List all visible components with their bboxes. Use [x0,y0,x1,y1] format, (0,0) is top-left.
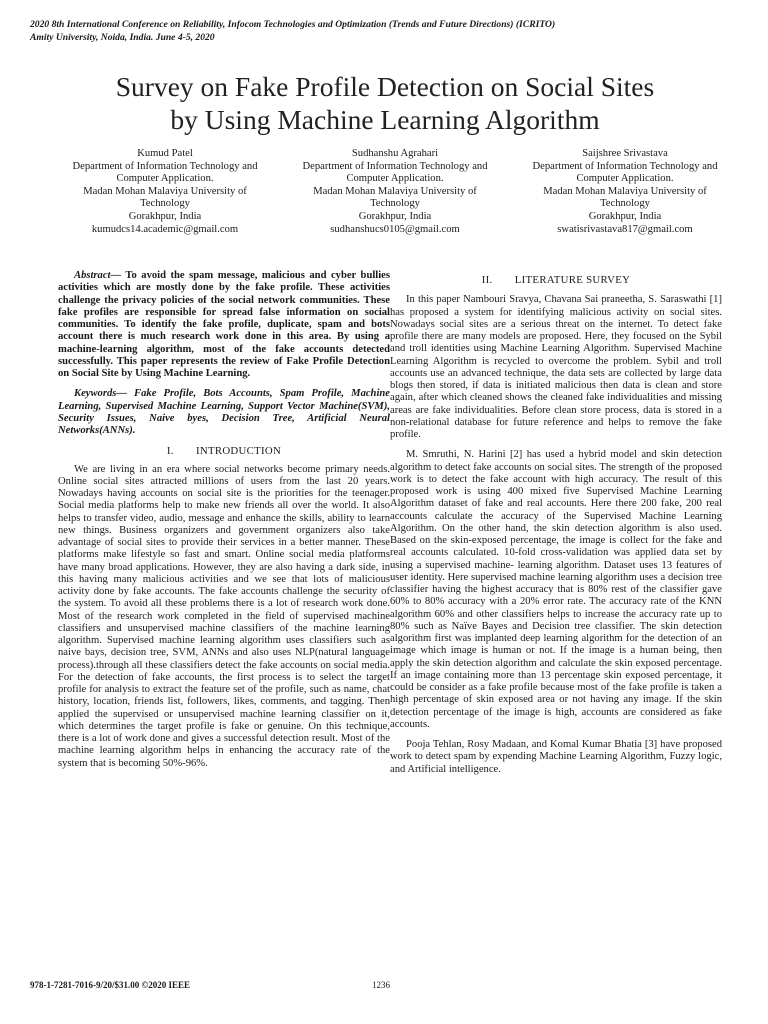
keywords-text: Fake Profile, Bots Accounts, Spam Profile, Machine Learning, Supervised Machine Learning, Support Vector Machine(SVM), Security Issues, Naive byes, Decision Tree, Artificial Neural Networks(ANNs). [58,388,390,436]
keywords [58,388,390,437]
footer-isbn: 978-1-7281-7016-9/20/$31.00 ©2020 IEEE [30,980,190,990]
author-block [50,148,740,236]
title-line-2: by Using Machine Learning Algorithm [170,104,600,135]
author-city: Gorakhpur, India [128,210,202,222]
left-column [58,270,390,770]
author-city: Gorakhpur, India [588,210,662,222]
author-name: Sudhanshu Agrahari [351,148,439,159]
page-number: 1236 [372,980,390,990]
right-column [390,274,722,776]
literature-paragraph-2: M. Smruthi, N. Harini [2] has used a hybrid model and skin detection algorithm to detect fake accounts on social sites. The strength of the proposed work is to detect the fake account with high accuracy. The result of this proposed work is using 400 mixed five Supervised Machine Learning Algorithm dataset of fake and real accounts. Here there 200 fake, 200 real accounts calculate the accuracy of the Supervised Machine Learning Algorithm. On the other hand, the skin detection algorithm is also used. Based on the skin-exposed percentage, the image is collect for the fake and real accounts calculated. 10-fold cross-validation was applied data set by using a supervised machine- learning algorithm. Dataset uses 13 features of user identity. Here supervised machine learning algorithm uses a decision tree classifier having the highest accuracy that is 80% rest of the classifier gave 60% to 80% accuracy with a 20% error rate. The accuracy rate of the KNN algorithm 60% and other classifiers helps to increase the accuracy rate up to 80% such as Naïve Bayes and Decision tree classifier. The skin detection algorithm first was implanted deep learning algorithm for the detection of an image which image is human or not. If the image is a human being, then apply the skin detection algorithm and calculate the skin exposed percentage. If an image containing more than 13 percentage skin exposed percentage, it could be consider as a fake profile because most of the fake profile is taken a high percentage of skin exposed area or not having any image. If the skin detection percentage of the image is high, accounts are considered as fake accounts. [390,449,722,730]
author-dept: Department of Information Technology and [72,160,258,172]
section-heading-introduction: I. INTRODUCTION [166,445,282,458]
abstract-text: To avoid the spam message, malicious and cyber bullies activities which are mostly done by the fake profile. These activities challenge the privacy policies of the social network communities. These fake profiles are responsible for spread false information on social communities. To identify the fake profile, duplicate, spam and bots account there is much research work done in this area. By using a machine-learning algorithm, most of the fake accounts detected successfully. This paper represents the review of Fake Profile Detection on Social Site by Using Machine Learning. [58,270,390,379]
author-3 [510,148,740,236]
author-university: Technology [600,198,650,210]
author-email: kumudcs14.academic@gmail.com [91,223,239,235]
conference-name: 2020 8th International Conference on Reliability, Infocom Technologies and Optimization (Trends and Future Directions) (ICRITO) [30,19,556,30]
author-dept: Department of Information Technology and [302,160,488,172]
author-name: Saijshree Srivastava [582,148,668,159]
author-university: Technology [140,198,190,210]
author-dept: Computer Application. [346,173,444,185]
author-dept: Computer Application. [576,173,674,185]
author-1 [50,148,280,236]
author-2 [280,148,510,236]
introduction-paragraph: We are living in an era where social networks become primary needs. Online social sites attracted millions of users from the last 20 years. Nowadays having accounts on social site is the priorities for the teenager. Social media platforms help to make new friends all over the world. It also helps to transfer video, audio, message and enhance the skills, ability to learn new things. Business organizers and government organizers also take advantage of social sites to provide their services in a better manner. These platforms make lifestyle so fast and smart. Online social media platforms have many broad applications. However, they are also having a dark side, in this having many malicious activities and we see that lots of malicious activity done by fake accounts. The fake accounts challenge the security of the system. To avoid all these problems there is a lot of research work done. Most of the research work completed in the field of supervised machine classifiers and unsupervised machine classifiers of the machine learning algorithm. Supervised machine learning algorithm uses classifiers such as naive bays, decision tree, SVM, ANNs and also uses NLP(natural language process).through all these classifiers detect the fake accounts on social media. For the detection of fake accounts, the first process is to select the target profile for analysis to extract the feature set of the profile, such as name, chat history, location, friends list, followers, likes, comments, and tagging. Then applied the supervised or unsupervised machine learning classifier on it, which determines the target profile is fake or genuine. On this technique, there is a lot of work done and gives a successful detection result. Most of the machine learning algorithm helps in enhancing the accuracy rate of the system that is becoming 50%-96%. [58,463,390,769]
author-university: Madan Mohan Malaviya University of [543,185,707,197]
author-university: Madan Mohan Malaviya University of [83,185,247,197]
conference-header [30,18,750,44]
abstract-label: Abstract— [74,270,122,281]
keywords-label: Keywords— [74,388,127,400]
paper-title [40,70,730,136]
author-email: swatisrivastava817@gmail.com [557,223,693,235]
author-dept: Computer Application. [116,173,214,185]
author-dept: Department of Information Technology and [532,160,718,172]
section-heading-literature-survey: II. LITERATURE SURVEY [481,274,631,286]
author-university: Madan Mohan Malaviya University of [313,185,477,197]
literature-paragraph-3: Pooja Tehlan, Rosy Madaan, and Komal Kumar Bhatia [3] have proposed work to detect spam by expending Machine Learning Algorithm, Fuzzy logic, and Artificial intelligence. [390,739,722,775]
author-city: Gorakhpur, India [358,210,432,222]
abstract [58,270,390,380]
literature-paragraph-1: In this paper Nambouri Sravya, Chavana Sai praneetha, S. Saraswathi [1] has proposed a system for identifying malicious activity on social sites. Nowadays social sites are a serious threat on the internet. To detect fake profile there are many models are proposed. Here, they focused on the Sybil and troll identities using Machine Learning Algorithm. Supervised Machine Learning Algorithm is recycled to overcome the problem. Sybil and troll accounts use an advanced technique, the data sets are collected by large data blogs then stored, if data is initiated malicious then data is clean and store again, after which cleaned shows the cleaned fake individualities and missing areas are fake individualities. Before clean store process, data is stored in a non-relational database for future reference and helps to remove the fake profile. [390,294,722,440]
conference-venue: Amity University, Noida, India. June 4-5, 2020 [30,32,215,43]
author-email: sudhanshucs0105@gmail.com [330,223,460,235]
title-line-1: Survey on Fake Profile Detection on Social Sites [115,71,655,102]
author-name: Kumud Patel [137,148,193,159]
author-university: Technology [370,198,420,210]
